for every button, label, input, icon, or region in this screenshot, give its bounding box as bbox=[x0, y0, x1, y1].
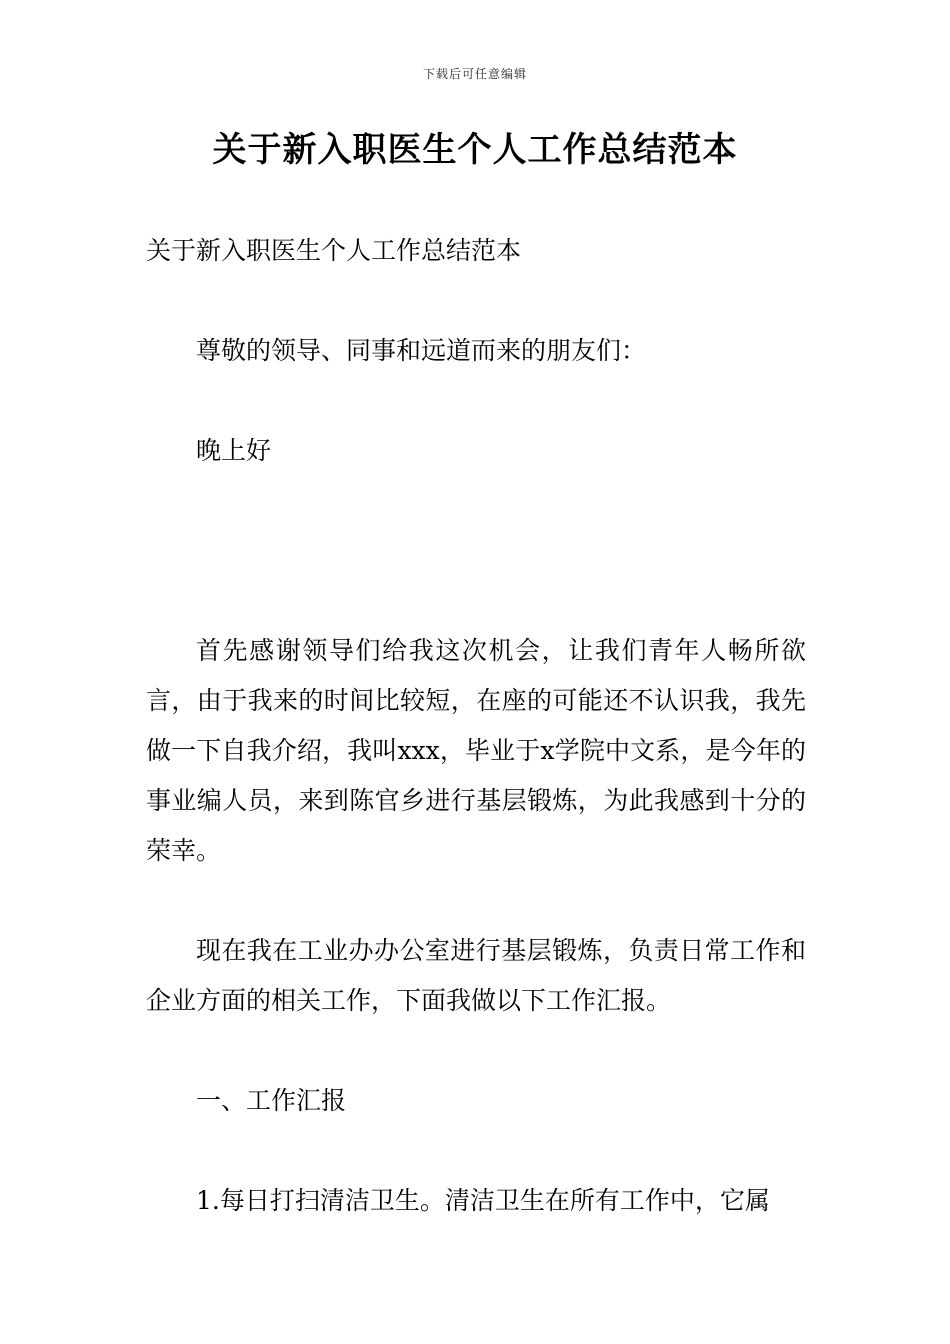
document-body bbox=[146, 226, 806, 1226]
page-title: 关于新入职医生个人工作总结范本 bbox=[212, 130, 738, 170]
header-note: 下载后可任意编辑 bbox=[422, 67, 527, 81]
list-item: 1.每日打扫清洁卫生。清洁卫生在所有工作中，它属 bbox=[196, 1186, 770, 1215]
greeting: 晚上好 bbox=[196, 436, 272, 465]
section-heading: 一、工作汇报 bbox=[196, 1086, 347, 1115]
document-subtitle: 关于新入职医生个人工作总结范本 bbox=[146, 236, 522, 265]
paragraph-introduction: 首先感谢领导们给我这次机会，让我们青年人畅所欲言，由于我来的时间比较短，在座的可能还不认识我，我先做一下自我介绍，我叫xxx，毕业于x学院中文系，是今年的事业编人员，来到陈官乡进行基层锻炼，为此我感到十分的荣幸。 bbox=[146, 636, 806, 865]
paragraph-current-work: 现在我在工业办办公室进行基层锻炼，负责日常工作和企业方面的相关工作，下面我做以下工作汇报。 bbox=[146, 936, 806, 1015]
salutation: 尊敬的领导、同事和远道而来的朋友们： bbox=[196, 336, 647, 365]
